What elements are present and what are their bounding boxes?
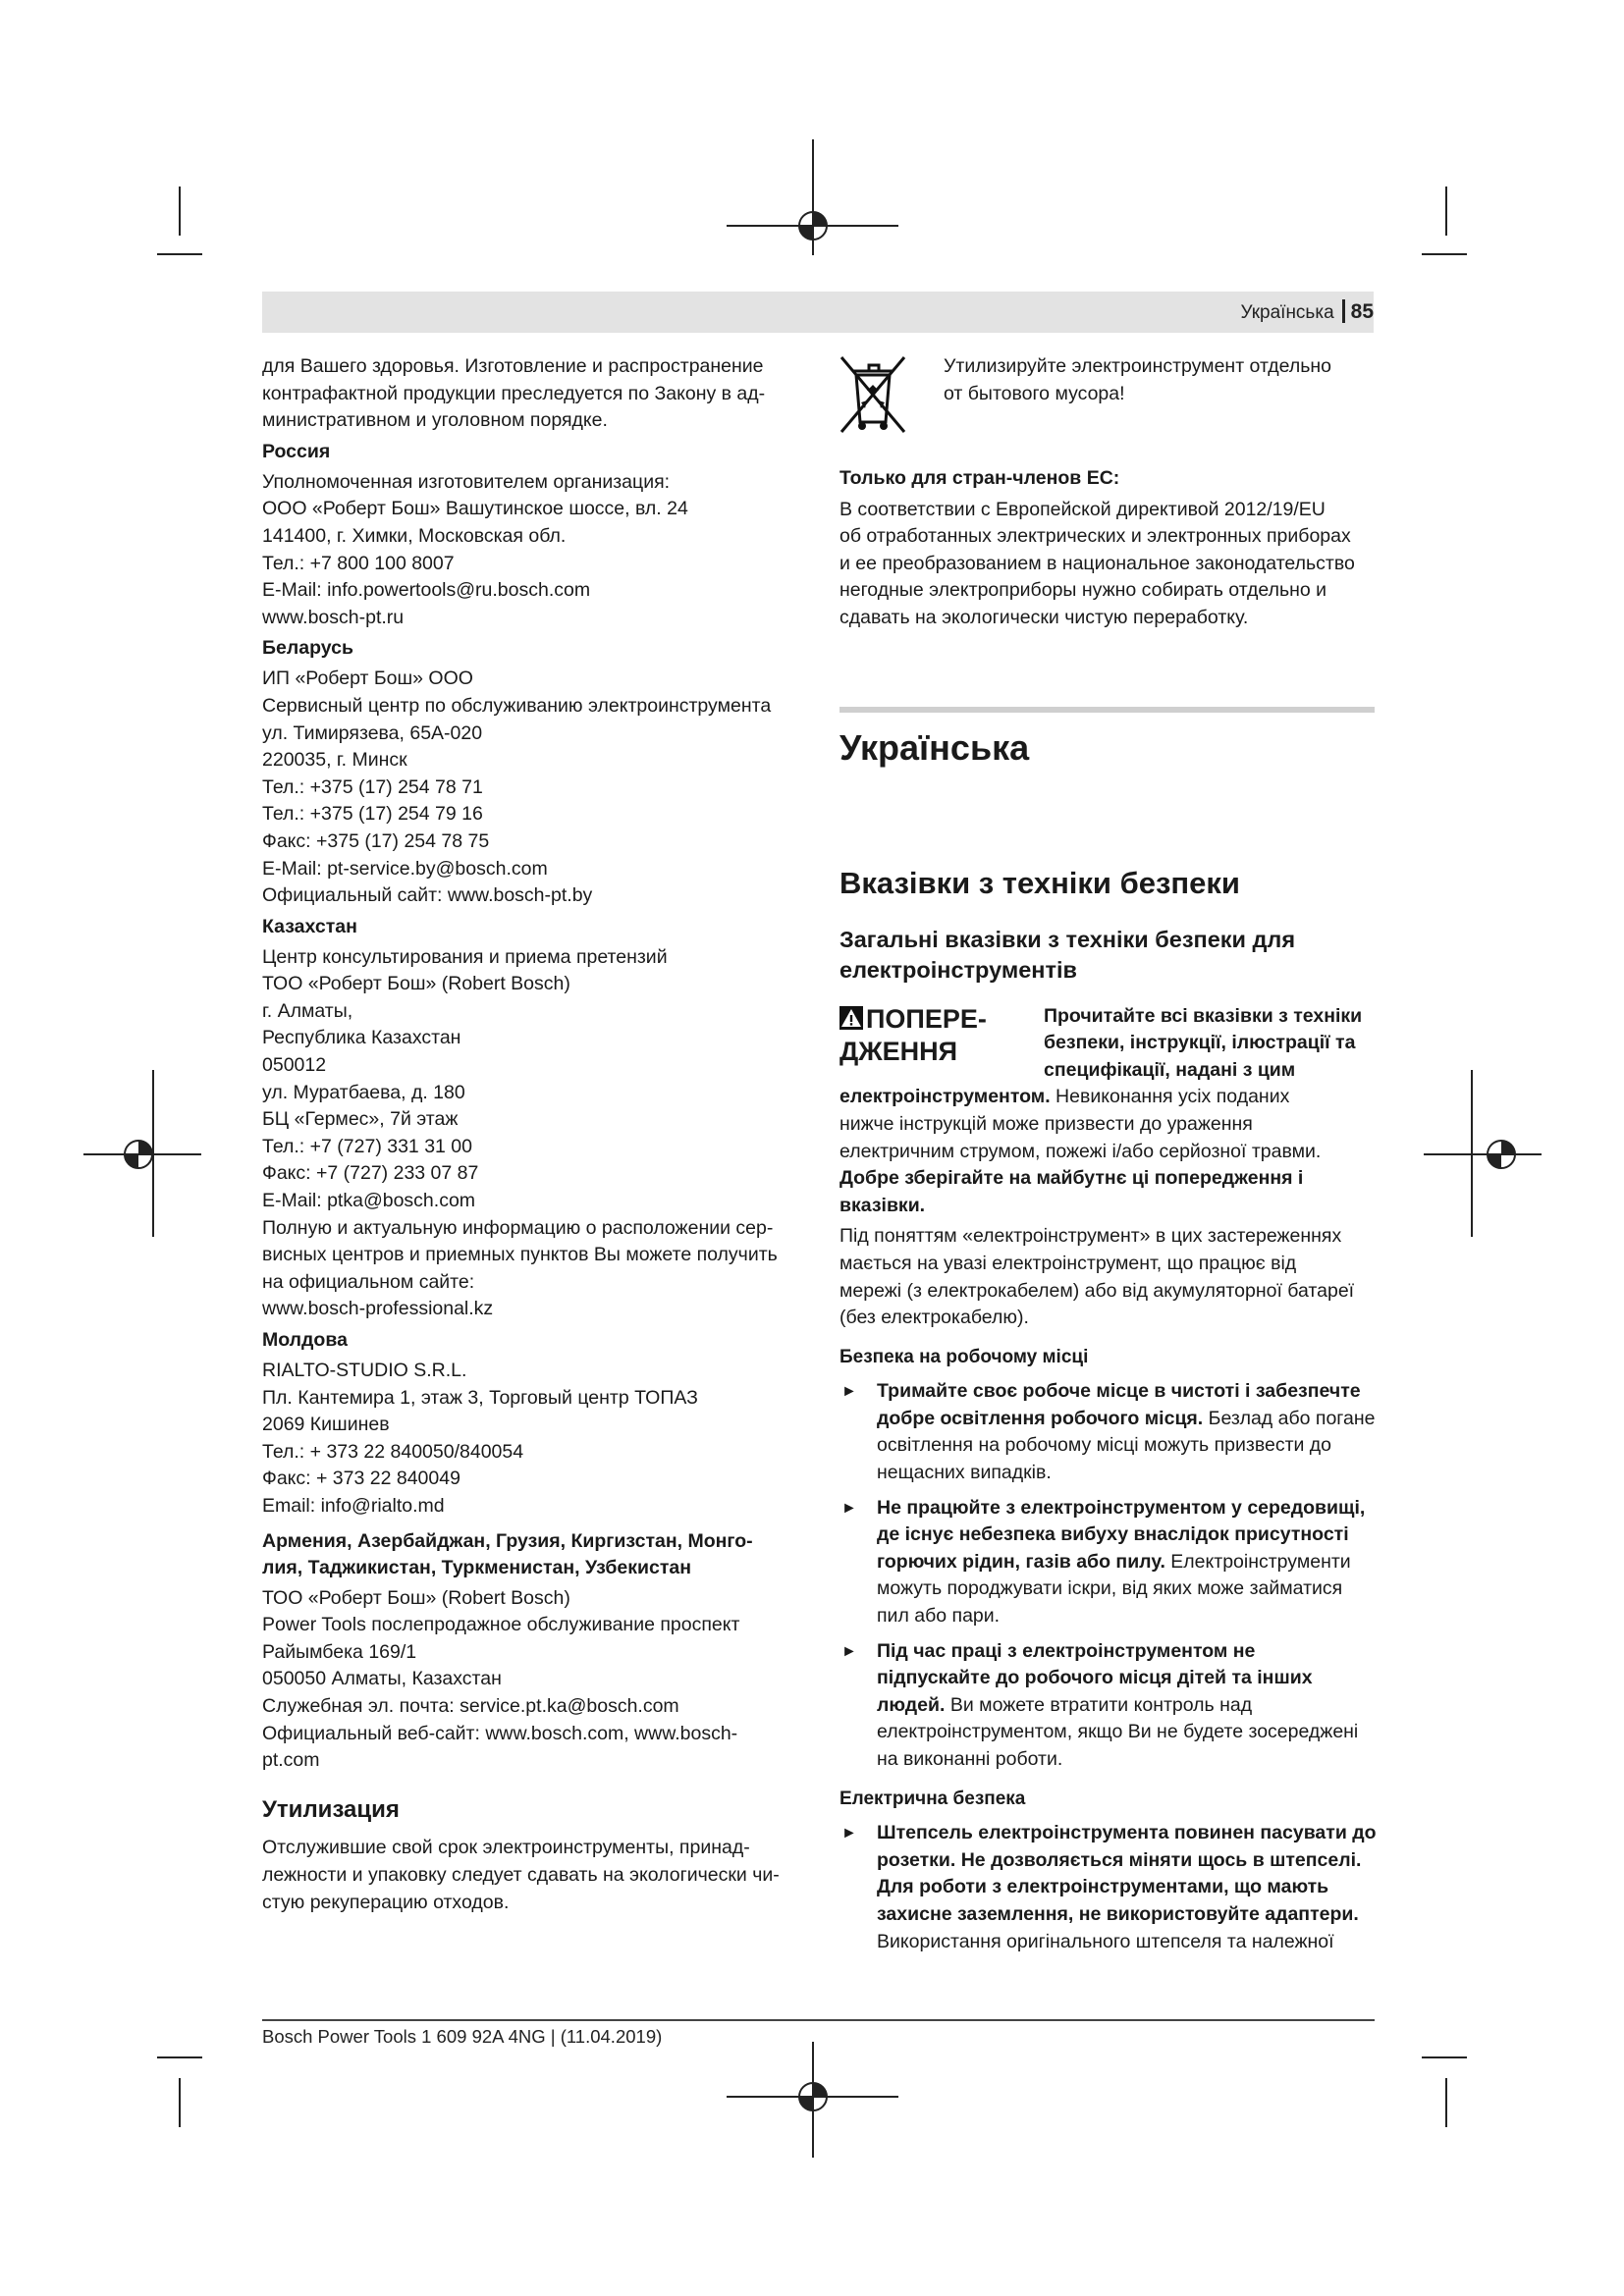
- warning-block: [839, 1003, 1375, 1085]
- registration-mark-icon: [796, 2080, 830, 2113]
- kazakhstan-contacts: [262, 944, 800, 1323]
- belarus-title: Беларусь: [262, 637, 353, 660]
- text-line: RIALTO-STUDIO S.R.L.: [262, 1360, 467, 1381]
- page-number: 85: [1350, 300, 1374, 323]
- intro-paragraph: [262, 353, 800, 435]
- text-line: pt.com: [262, 1749, 320, 1772]
- caucasus-contacts: [262, 1585, 800, 1775]
- text-line: на официальном сайте:: [262, 1270, 475, 1293]
- header-language: Українська: [1240, 302, 1334, 323]
- right-column: [839, 353, 1375, 1955]
- text-line: специфікації, надані з цим: [1044, 1058, 1296, 1081]
- crop-mark: [1422, 253, 1467, 255]
- text-line: и ее преобразованием в национальное законодательство: [839, 552, 1355, 574]
- text-line: Пл. Кантемира 1, этаж 3, Торговый центр ТОПАЗ: [262, 1386, 698, 1409]
- text-line: Під час праці з електроінструментом не: [877, 1639, 1256, 1662]
- bold-text: електроінструментом.: [839, 1086, 1051, 1108]
- left-column: [262, 353, 800, 1916]
- registration-line: [1424, 1153, 1542, 1155]
- crop-mark: [157, 2056, 202, 2058]
- text-line: Тел.: +7 800 100 8007: [262, 552, 455, 574]
- bullet-item: [839, 1820, 1375, 1955]
- bold-text: добре освітлення робочого місця.: [877, 1407, 1204, 1429]
- definition-text: [839, 1223, 1375, 1331]
- russia-contacts: [262, 469, 800, 632]
- text-line: пил або пари.: [877, 1605, 1001, 1628]
- text-line: БЦ «Гермес», 7й этаж: [262, 1108, 459, 1131]
- header-separator: [1342, 299, 1345, 323]
- kazakhstan-title: Казахстан: [262, 915, 357, 937]
- moldova-title: Молдова: [262, 1329, 348, 1351]
- belarus-contacts: [262, 666, 800, 909]
- text-line: Email: info@rialto.md: [262, 1494, 445, 1517]
- text-line: Тел.: +375 (17) 254 78 71: [262, 775, 483, 798]
- text-line: E-Mail: ptka@bosch.com: [262, 1190, 476, 1212]
- text-line: Райымбека 169/1: [262, 1640, 417, 1663]
- text-line: де існує небезпека вибуху внаслідок присутності: [877, 1523, 1349, 1546]
- text-line: E-Mail: info.powertools@ru.bosch.com: [262, 579, 591, 602]
- moldova-contacts: [262, 1358, 800, 1521]
- bullet-arrow-icon: ►: [841, 1642, 857, 1660]
- text-line: електроінструментів: [839, 956, 1077, 983]
- eu-title: Только для стран-членов ЕС:: [839, 467, 1120, 489]
- warning-triangle-icon: [839, 1006, 863, 1030]
- text-line: сдавать на экологически чистую переработку.: [839, 606, 1249, 628]
- text-line: Служебная эл. почта: service.pt.ka@bosch.com: [262, 1694, 679, 1717]
- text-line: для Вашего здоровья. Изготовление и распространение: [262, 355, 764, 377]
- utilization-heading: Утилизация: [262, 1795, 400, 1823]
- text-line: www.bosch-pt.ru: [262, 606, 405, 628]
- warning-label-line: ПОПЕРЕ-: [866, 1003, 987, 1034]
- text-line: стую рекуперацию отходов.: [262, 1891, 510, 1913]
- text-line: Факс: + 373 22 840049: [262, 1468, 460, 1490]
- text-line: Для роботи з електроінструментами, що мають: [877, 1876, 1329, 1898]
- text-line: Під поняттям «електроінструмент» в цих застереженнях: [839, 1225, 1342, 1248]
- text-line: ТОО «Роберт Бош» (Robert Bosch): [262, 1586, 570, 1609]
- text-line: Штепсель електроінструмента повинен пасувати до: [877, 1822, 1377, 1844]
- registration-mark-icon: [122, 1138, 155, 1171]
- text-line: Центр консультирования и приема претензий: [262, 945, 668, 968]
- crop-mark: [1445, 2078, 1447, 2127]
- text: Ви можете втратити контроль над: [945, 1693, 1253, 1716]
- text-line: нижче інструкцій може призвести до ураження: [839, 1112, 1253, 1135]
- text-line: електроінструментом, якщо Ви не будете зосереджені: [877, 1721, 1359, 1743]
- text-line: г. Алматы,: [262, 999, 353, 1022]
- text-line: Официальный веб-сайт: www.bosch.com, www.bosch-: [262, 1722, 738, 1744]
- text-line: E-Mail: pt-service.by@bosch.com: [262, 857, 548, 880]
- crop-mark: [179, 187, 181, 236]
- text-line: підпускайте до робочого місця дітей та інших: [877, 1667, 1313, 1689]
- text-line: на виконанні роботи.: [877, 1748, 1063, 1770]
- text-line: можуть породжувати іскри, від яких може займатися: [877, 1577, 1343, 1600]
- warning-text: [839, 1084, 1375, 1165]
- bullet-arrow-icon: ►: [841, 1499, 857, 1517]
- text-line: мережі (з електрокабелем) або від акумуляторної батареї: [839, 1279, 1355, 1302]
- text-line: мається на увазі електроінструмент, що працює від: [839, 1252, 1297, 1274]
- bullet-item: [839, 1638, 1375, 1774]
- crop-mark: [179, 2078, 181, 2127]
- registration-line: [1471, 1070, 1473, 1237]
- text-line: министративном и уголовном порядке.: [262, 409, 608, 432]
- text-line: Уполномоченная изготовителем организация:: [262, 470, 671, 493]
- text-line: безпеки, інструкції, ілюстрації та: [1044, 1032, 1356, 1054]
- text-line: Тел.: + 373 22 840050/840054: [262, 1440, 524, 1463]
- language-title: Українська: [839, 726, 1030, 768]
- warning-label: [839, 1003, 1044, 1085]
- text-line: Полную и актуальную информацию о расположении сер-: [262, 1216, 774, 1239]
- text-line: Утилизируйте электроинструмент отдельно: [944, 355, 1331, 377]
- text-line: розетки. Не дозволяється міняти щось в штепселі.: [877, 1848, 1362, 1871]
- text-line: Тел.: +375 (17) 254 79 16: [262, 803, 483, 826]
- text-line: Факс: +375 (17) 254 78 75: [262, 829, 490, 852]
- crossed-out-bin-icon: [839, 353, 906, 436]
- footer-divider: [262, 2019, 1375, 2021]
- text: Невиконання усіх поданих: [1050, 1086, 1290, 1108]
- text-line: освітлення на робочому місці можуть призвести до: [877, 1434, 1332, 1457]
- warning-intro: [1044, 1003, 1362, 1085]
- text-line: Прочитайте всі вказівки з техніки: [1044, 1004, 1363, 1027]
- text-line: 220035, г. Минск: [262, 749, 407, 772]
- text-line: Республика Казахстан: [262, 1027, 461, 1049]
- text-line: вказівки.: [839, 1194, 926, 1216]
- footer-text: Bosch Power Tools 1 609 92A 4NG | (11.04.2019): [262, 2026, 663, 2047]
- text-line: Не працюйте з електроінструментом у середовищі,: [877, 1496, 1366, 1519]
- text-line: ИП «Роберт Бош» ООО: [262, 667, 473, 690]
- text-line: Сервисный центр по обслуживанию электроинструмента: [262, 694, 772, 717]
- crop-mark: [157, 253, 202, 255]
- text-line: ул. Тимирязева, 65А-020: [262, 721, 483, 744]
- bullet-arrow-icon: ►: [841, 1383, 857, 1401]
- bold-text: людей.: [877, 1693, 946, 1716]
- text-line: 050050 Алматы, Казахстан: [262, 1668, 502, 1690]
- text-line: Використання оригінального штепселя та належної: [877, 1930, 1334, 1952]
- disposal-text: [944, 353, 1331, 407]
- text-line: Добре зберігайте на майбутнє ці попередження і: [839, 1167, 1304, 1190]
- eu-text: [839, 497, 1375, 632]
- text-line: Факс: +7 (727) 233 07 87: [262, 1162, 479, 1185]
- text-line: висных центров и приемных пунктов Вы можете получить: [262, 1244, 778, 1266]
- text-line: ТОО «Роберт Бош» (Robert Bosch): [262, 973, 570, 995]
- text-line: Официальный сайт: www.bosch-pt.by: [262, 884, 593, 907]
- disposal-notice: [839, 353, 1375, 436]
- safety-heading: Вказівки з техніки безпеки: [839, 865, 1240, 900]
- text-line: ул. Муратбаева, д. 180: [262, 1081, 465, 1103]
- text-line: нещасних випадків.: [877, 1462, 1052, 1484]
- bullet-item: [839, 1378, 1375, 1486]
- workplace-safety-heading: Безпека на робочому місці: [839, 1346, 1089, 1367]
- text-line: Power Tools послепродажное обслуживание проспект: [262, 1614, 740, 1636]
- russia-title: Россия: [262, 440, 331, 462]
- text-line: ООО «Роберт Бош» Вашутинское шоссе, вл. 24: [262, 498, 688, 520]
- text-line: Армения, Азербайджан, Грузия, Киргизстан, Монго-: [262, 1529, 753, 1552]
- page-header: [262, 292, 1374, 333]
- text-line: 2069 Кишинев: [262, 1414, 390, 1436]
- text-line: В соответствии с Европейской директивой 2012/19/EU: [839, 498, 1326, 520]
- text-line: Отслужившие свой срок электроинструменты, принад-: [262, 1837, 750, 1859]
- text-line: www.bosch-professional.kz: [262, 1298, 494, 1320]
- general-safety-heading: [839, 925, 1375, 986]
- registration-mark-icon: [1485, 1138, 1518, 1171]
- crop-mark: [1445, 187, 1447, 236]
- text-line: 050012: [262, 1054, 327, 1077]
- text-line: (без електрокабелю).: [839, 1307, 1029, 1329]
- text-line: захисне заземлення, не використовуйте адаптери.: [877, 1902, 1359, 1925]
- header-text: [1241, 292, 1375, 333]
- text-line: лежности и упаковку следует сдавать на экологически чи-: [262, 1863, 780, 1886]
- electrical-safety-heading: Електрична безпека: [839, 1788, 1026, 1809]
- utilization-text: [262, 1835, 800, 1916]
- text: Безлад або погане: [1203, 1407, 1376, 1429]
- bold-text: горючих рідин, газів або пилу.: [877, 1550, 1165, 1573]
- text-line: 141400, г. Химки, Московская обл.: [262, 524, 567, 547]
- language-divider: [839, 707, 1375, 713]
- warning-label-line: ДЖЕННЯ: [839, 1036, 958, 1066]
- text-line: Тел.: +7 (727) 331 31 00: [262, 1135, 472, 1157]
- crop-mark: [1422, 2056, 1467, 2058]
- caucasus-title: [262, 1528, 800, 1581]
- bullet-arrow-icon: ►: [841, 1825, 857, 1842]
- text-line: електричним струмом, пожежі і/або серйозної травми.: [839, 1140, 1322, 1162]
- keep-instructions: [839, 1165, 1375, 1219]
- text-line: об отработанных электрических и электронных приборах: [839, 525, 1351, 548]
- bullet-item: [839, 1495, 1375, 1630]
- text-line: негодные электроприборы нужно собирать отдельно и: [839, 579, 1327, 602]
- registration-mark-icon: [796, 209, 830, 242]
- text-line: контрафактной продукции преследуется по Закону в ад-: [262, 382, 766, 404]
- text-line: лия, Таджикистан, Туркменистан, Узбекистан: [262, 1556, 691, 1578]
- text: Електроінструменти: [1164, 1550, 1351, 1573]
- text-line: Загальні вказівки з техніки безпеки для: [839, 926, 1296, 952]
- text-line: от бытового мусора!: [944, 382, 1125, 404]
- text-line: Тримайте своє робоче місце в чистоті і забезпечте: [877, 1380, 1361, 1403]
